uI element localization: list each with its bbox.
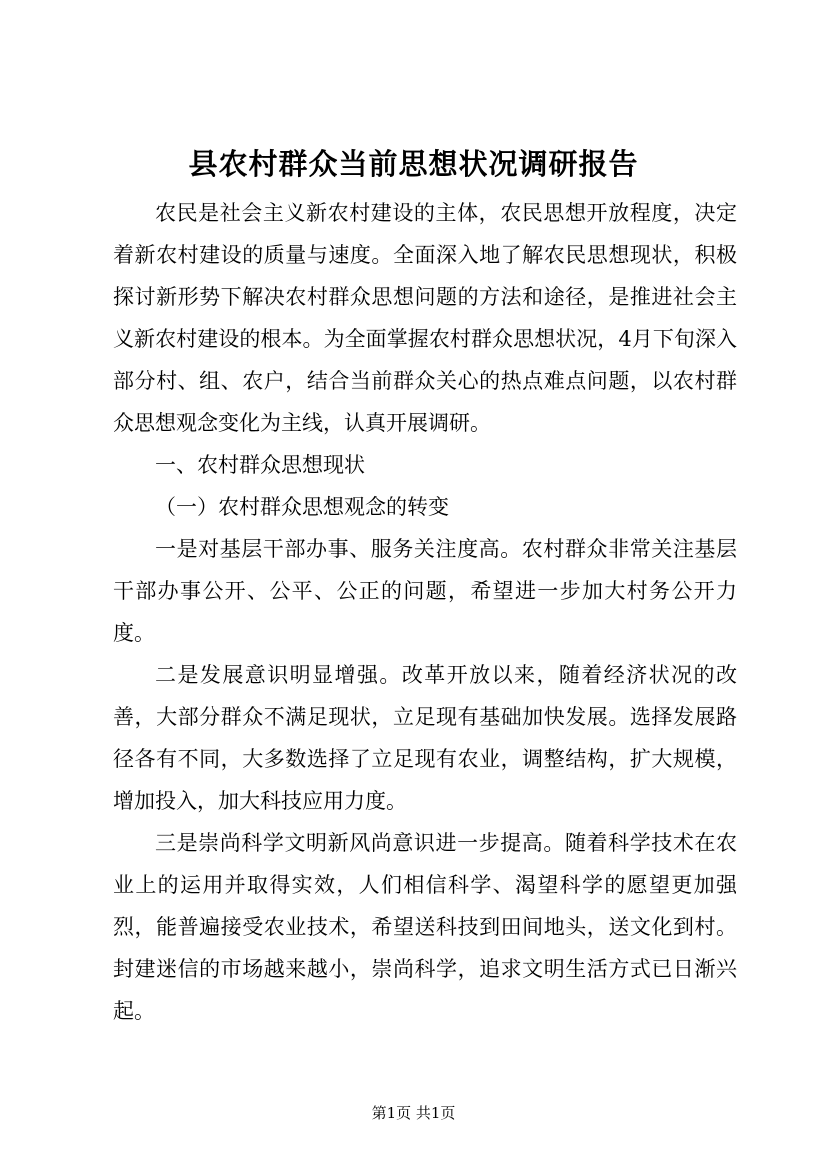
paragraph-intro: 农民是社会主义新农村建设的主体，农民思想开放程度，决定着新农村建设的质量与速度。全面深入地了解农民思想现状，积极探讨新形势下解决农村群众思想问题的方法和途径，是推进社会主义新农村建设的根本。为全面掌握农村群众思想状况，4月下旬深入部分村、组、农户，结合当前群众关心的热点难点问题，以农村群众思想观念变化为主线，认真开展调研。: [113, 201, 737, 435]
paragraph-point-2: 二是发展意识明显增强。改革开放以来，随着经济状况的改善，大部分群众不满足现状，立足现有基础加快发展。选择发展路径各有不同，大多数选择了立足现有农业，调整结构，扩大规模，增加投入，加大科技应用力度。: [113, 663, 737, 813]
document-title: 县农村群众当前思想状况调研报告: [188, 147, 639, 181]
paragraph-point-1: 一是对基层干部办事、服务关注度高。农村群众非常关注基层干部办事公开、公平、公正的问题，希望进一步加大村务公开力度。: [113, 537, 737, 645]
section-heading: 一、农村群众思想现状: [155, 453, 365, 477]
page-footer: 第1页 共1页: [371, 1104, 456, 1122]
paragraph-point-3: 三是崇尚科学文明新风尚意识进一步提高。随着科学技术在农业上的运用并取得实效，人们相信科学、渴望科学的愿望更加强烈，能普遍接受农业技术，希望送科技到田间地头，送文化到村。封建迷信的市场越来越小，崇尚科学，追求文明生活方式已日渐兴起。: [113, 831, 737, 1023]
document-body: [113, 192, 737, 1032]
subsection-heading: （一）农村群众思想观念的转变: [155, 495, 449, 519]
